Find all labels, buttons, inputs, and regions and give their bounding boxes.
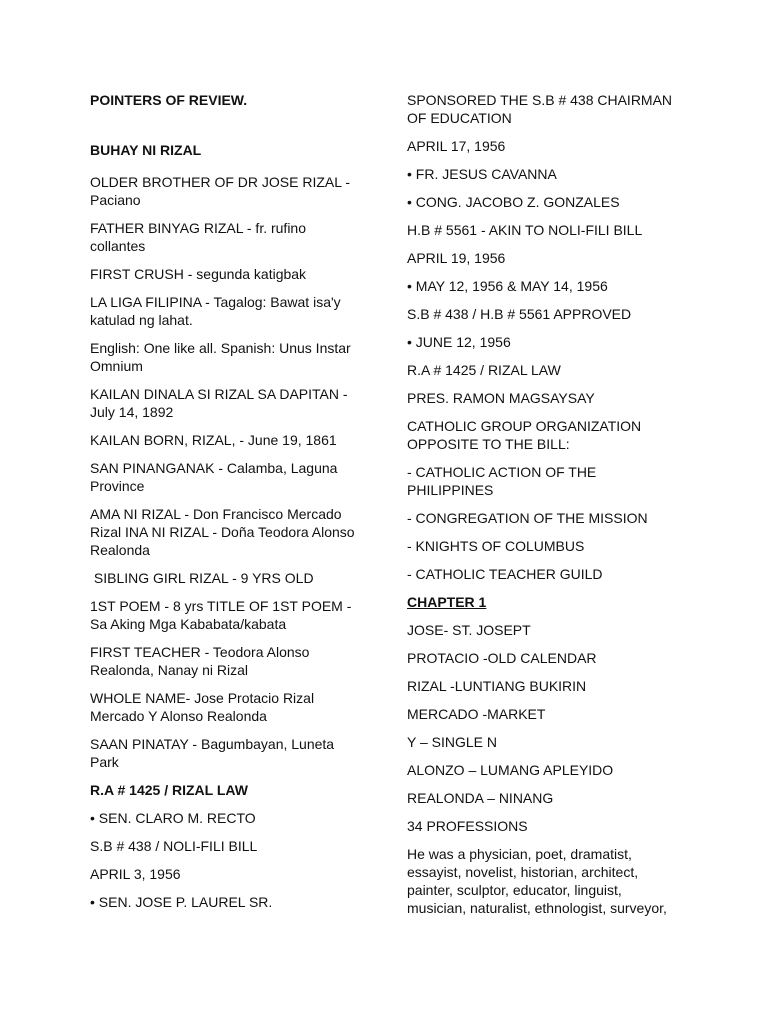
bullet-item: • FR. JESUS CAVANNA bbox=[407, 166, 557, 182]
document-title: POINTERS OF REVIEW. bbox=[90, 92, 248, 108]
section-heading-rizal-law: R.A # 1425 / RIZAL LAW bbox=[90, 782, 248, 798]
paragraph: REALONDA – NINANG bbox=[407, 790, 554, 806]
list-item: - CONGREGATION OF THE MISSION bbox=[407, 510, 648, 526]
paragraph: English: One like all. Spanish: Unus Instar Omnium bbox=[90, 340, 355, 374]
right-column bbox=[407, 91, 675, 927]
paragraph: LA LIGA FILIPINA - Tagalog: Bawat isa'y katulad ng lahat. bbox=[90, 294, 345, 328]
paragraph: PROTACIO -OLD CALENDAR bbox=[407, 650, 597, 666]
list-item: - CATHOLIC ACTION OF THE PHILIPPINES bbox=[407, 464, 601, 498]
paragraph: FATHER BINYAG RIZAL - fr. rufino collantes bbox=[90, 220, 310, 254]
paragraph: KAILAN BORN, RIZAL, - June 19, 1861 bbox=[90, 432, 337, 448]
paragraph: SAAN PINATAY - Bagumbayan, Luneta Park bbox=[90, 736, 338, 770]
paragraph: FIRST CRUSH - segunda katigbak bbox=[90, 266, 307, 282]
paragraph: Y – SINGLE N bbox=[407, 734, 498, 750]
paragraph: AMA NI RIZAL - Don Francisco Mercado Rizal INA NI RIZAL - Doña Teodora Alonso Realonda bbox=[90, 506, 359, 558]
paragraph: CATHOLIC GROUP ORGANIZATION OPPOSITE TO THE BILL: bbox=[407, 418, 646, 452]
paragraph: 34 PROFESSIONS bbox=[407, 818, 528, 834]
paragraph: S.B # 438 / H.B # 5561 APPROVED bbox=[407, 306, 632, 322]
paragraph: APRIL 19, 1956 bbox=[407, 250, 506, 266]
paragraph: H.B # 5561 - AKIN TO NOLI-FILI BILL bbox=[407, 222, 643, 238]
paragraph: SAN PINANGANAK - Calamba, Laguna Province bbox=[90, 460, 342, 494]
paragraph: S.B # 438 / NOLI-FILI BILL bbox=[90, 838, 258, 854]
list-item: - KNIGHTS OF COLUMBUS bbox=[407, 538, 585, 554]
section-heading-buhay-ni-rizal: BUHAY NI RIZAL bbox=[90, 142, 202, 158]
bullet-item: • CONG. JACOBO Z. GONZALES bbox=[407, 194, 620, 210]
paragraph: KAILAN DINALA SI RIZAL SA DAPITAN - July 14, 1892 bbox=[90, 386, 352, 420]
paragraph: FIRST TEACHER - Teodora Alonso Realonda, Nanay ni Rizal bbox=[90, 644, 314, 678]
paragraph: WHOLE NAME- Jose Protacio Rizal Mercado Y Alonso Realonda bbox=[90, 690, 318, 724]
bullet-item: • SEN. CLARO M. RECTO bbox=[90, 810, 256, 826]
paragraph: He was a physician, poet, dramatist, essayist, novelist, historian, architect, painter, sculptor, educator, linguist, musician, naturalist, ethnologist, surveyor, bbox=[407, 846, 667, 916]
bullet-item: • SEN. JOSE P. LAUREL SR. bbox=[90, 894, 273, 910]
paragraph: JOSE- ST. JOSEPT bbox=[407, 622, 531, 638]
list-item: - CATHOLIC TEACHER GUILD bbox=[407, 566, 603, 582]
paragraph: SIBLING GIRL RIZAL - 9 YRS OLD bbox=[90, 570, 314, 586]
paragraph: APRIL 17, 1956 bbox=[407, 138, 506, 154]
chapter-heading: CHAPTER 1 bbox=[407, 594, 487, 610]
paragraph: 1ST POEM - 8 yrs TITLE OF 1ST POEM - Sa Aking Mga Kababata/kabata bbox=[90, 598, 356, 632]
paragraph: OLDER BROTHER OF DR JOSE RIZAL - Paciano bbox=[90, 174, 354, 208]
paragraph: APRIL 3, 1956 bbox=[90, 866, 181, 882]
left-column bbox=[90, 91, 358, 921]
paragraph: R.A # 1425 / RIZAL LAW bbox=[407, 362, 561, 378]
paragraph: MERCADO -MARKET bbox=[407, 706, 546, 722]
bullet-item: • MAY 12, 1956 & MAY 14, 1956 bbox=[407, 278, 608, 294]
paragraph: RIZAL -LUNTIANG BUKIRIN bbox=[407, 678, 587, 694]
bullet-item: • JUNE 12, 1956 bbox=[407, 334, 511, 350]
paragraph: ALONZO – LUMANG APLEYIDO bbox=[407, 762, 614, 778]
paragraph: SPONSORED THE S.B # 438 CHAIRMAN OF EDUCATION bbox=[407, 92, 676, 126]
paragraph: PRES. RAMON MAGSAYSAY bbox=[407, 390, 595, 406]
